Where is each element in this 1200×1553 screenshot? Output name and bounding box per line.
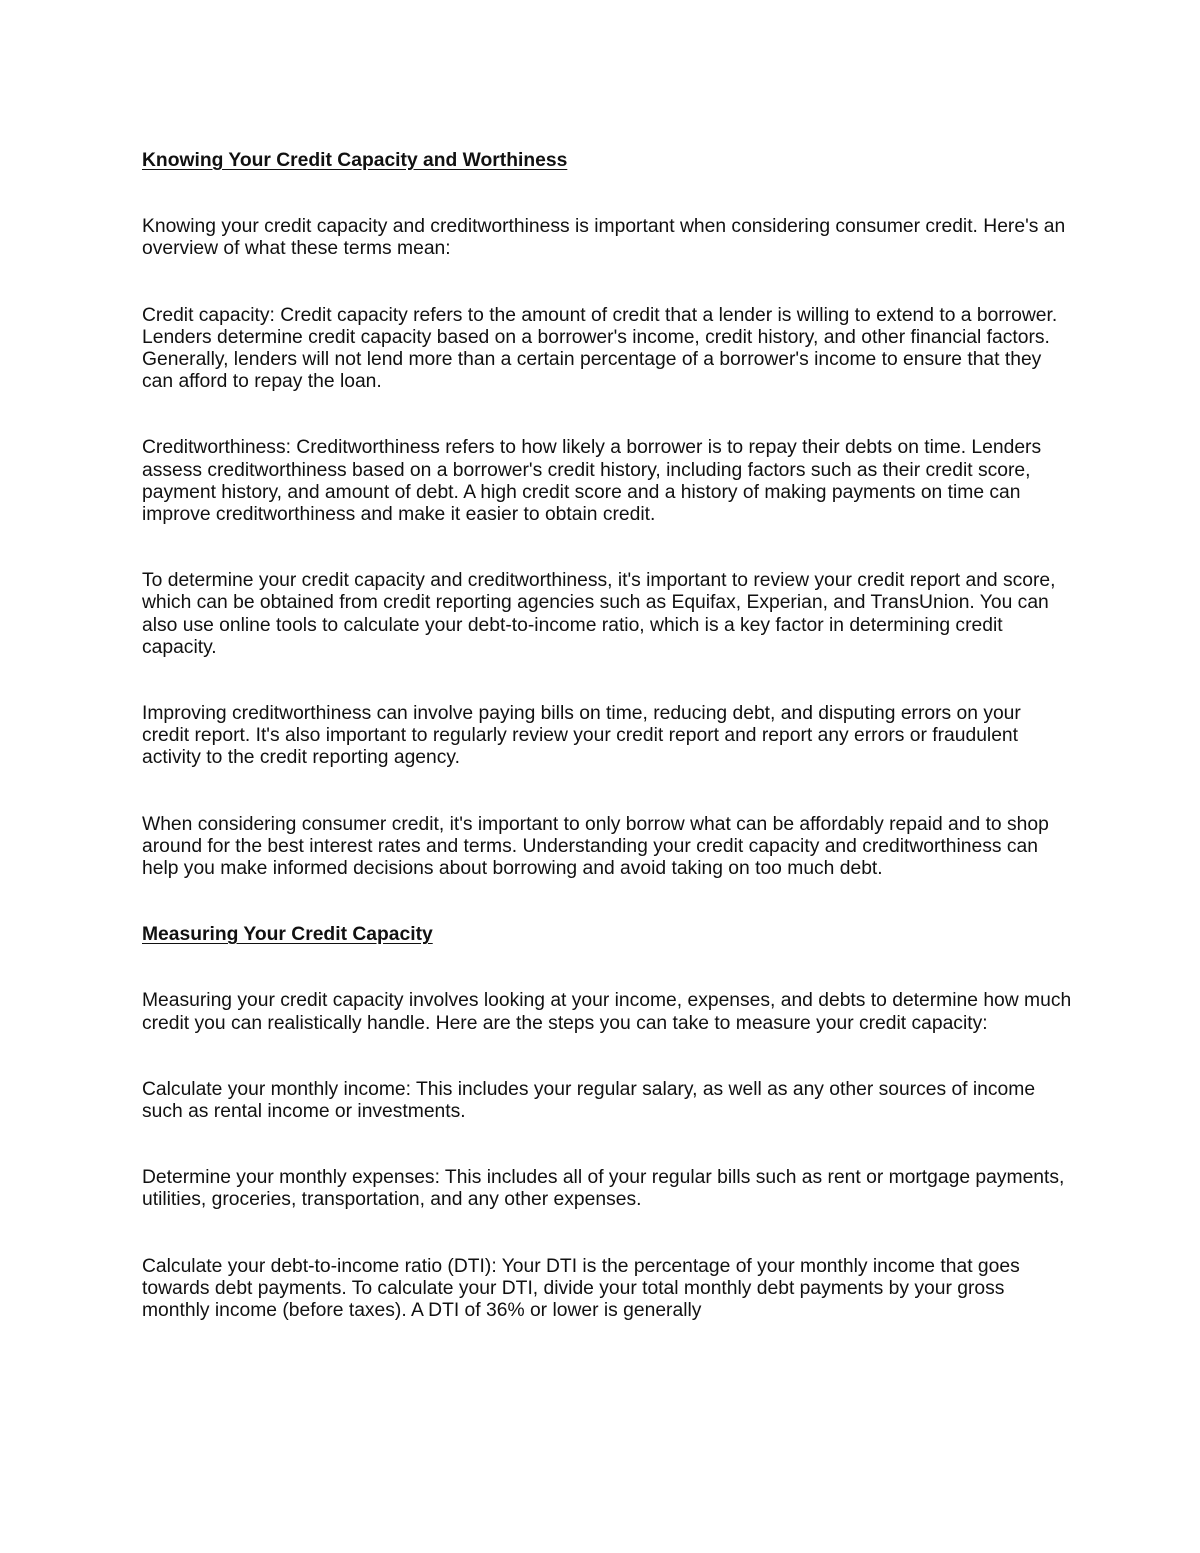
document-page <box>142 150 1072 1322</box>
paragraph-monthly-income: Calculate your monthly income: This includes your regular salary, as well as any other sources of income such as rental income or investments. <box>142 1078 1036 1123</box>
paragraph-considering: When considering consumer credit, it's important to only borrow what can be affordably repaid and to shop around for the best interest rates and terms. Understanding your credit capacity and creditworthiness can help you make informed decisions about borrowing and avoid taking on too much debt. <box>142 813 1049 880</box>
paragraph-improving: Improving creditworthiness can involve paying bills on time, reducing debt, and disputing errors on your credit report. It's also important to regularly review your credit report and report any errors or fraudulent activity to the credit reporting agency. <box>142 703 1021 769</box>
paragraph-monthly-expenses: Determine your monthly expenses: This includes all of your regular bills such as rent or mortgage payments, utilities, groceries, transportation, and any other expenses. <box>142 1167 1065 1211</box>
paragraph-intro: Knowing your credit capacity and creditworthiness is important when considering consumer credit. Here's an overview of what these terms mean: <box>142 216 1066 260</box>
paragraph-credit-capacity: Credit capacity: Credit capacity refers to the amount of credit that a lender is willing to extend to a borrower. Lenders determine credit capacity based on a borrower's income, credit history, and other financial factors. Generally, lenders will not lend more than a certain percentage of a borrower's income to ensure that they can afford to repay the loan. <box>142 304 1058 393</box>
section-heading-credit-capacity-worthiness: Knowing Your Credit Capacity and Worthiness <box>142 150 568 171</box>
section-heading-measuring-credit-capacity: Measuring Your Credit Capacity <box>142 924 433 946</box>
paragraph-creditworthiness: Creditworthiness: Creditworthiness refers to how likely a borrower is to repay their debts on time. Lenders assess creditworthiness based on a borrower's credit history, including factors such as their credit score, payment history, and amount of debt. A high credit score and a history of making payments on time can improve creditworthiness and make it easier to obtain credit. <box>142 437 1042 526</box>
paragraph-measuring-intro: Measuring your credit capacity involves looking at your income, expenses, and debts to determine how much credit you can realistically handle. Here are the steps you can take to measure your credit capacity: <box>142 990 1072 1034</box>
paragraph-determine: To determine your credit capacity and creditworthiness, it's important to review your credit report and score, which can be obtained from credit reporting agencies such as Equifax, Experian, and TransUnion. You can also use online tools to calculate your debt-to-income ratio, which is a key factor in determining credit capacity. <box>142 570 1056 658</box>
paragraph-dti: Calculate your debt-to-income ratio (DTI): Your DTI is the percentage of your monthly income that goes towards debt payments. To calculate your DTI, divide your total monthly debt payments by your gross monthly income (before taxes). A DTI of 36% or lower is generally <box>142 1255 1020 1322</box>
